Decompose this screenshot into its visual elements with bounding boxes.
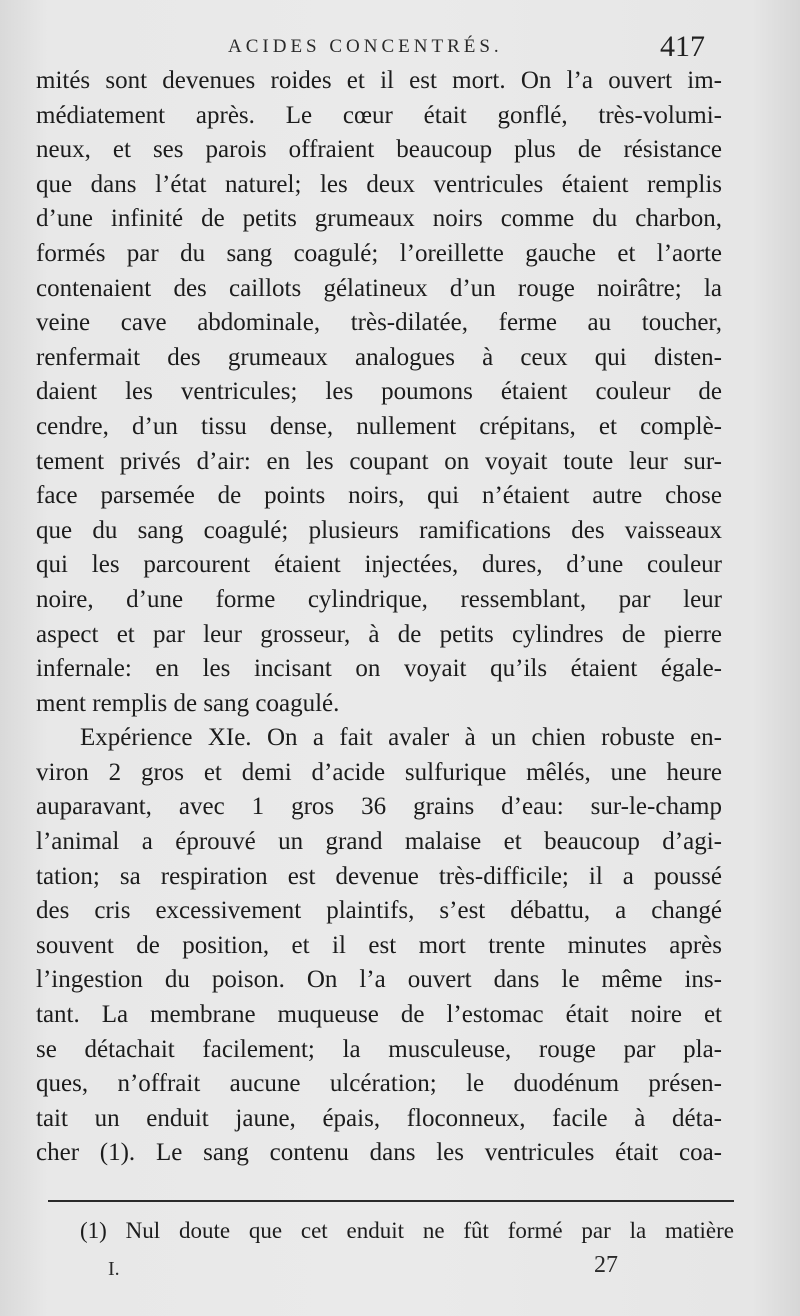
- text-line: tant. La membrane muqueuse de l’estomac était noire et: [36, 1001, 722, 1029]
- text-line: formés par du sang coagulé; l’oreillette gauche et l’aorte: [36, 239, 722, 267]
- text-line: souvent de position, et il est mort trente minutes après: [36, 931, 722, 959]
- text-line: aspect et par leur grosseur, à de petits cylindres de pierre: [36, 620, 722, 648]
- text-line: cendre, d’un tissu dense, nullement crépitans, et complè-: [36, 412, 722, 440]
- text-line: noire, d’une forme cylindrique, ressemblant, par leur: [36, 585, 722, 613]
- text-line: que du sang coagulé; plusieurs ramifications des vaisseaux: [36, 516, 722, 544]
- text-line: infernale: en les incisant on voyait qu’ils étaient égale-: [36, 655, 722, 683]
- signature-number: 27: [594, 1252, 618, 1278]
- text-line: se détachait facilement; la musculeuse, rouge par pla-: [36, 1035, 722, 1063]
- text-line: qui les parcourent étaient injectées, dures, d’une couleur: [36, 551, 722, 579]
- text-line: mités sont devenues roides et il est mort. On l’a ouvert im-: [36, 67, 722, 94]
- body-text: [36, 64, 722, 1171]
- footnote: (1) Nul doute que cet enduit ne fût formé par la matière: [80, 1218, 734, 1243]
- text-line: tation; sa respiration est devenue très-difficile; il a poussé: [36, 862, 722, 890]
- text-line: que dans l’état naturel; les deux ventricules étaient remplis: [36, 170, 722, 198]
- text-line: d’une infinité de petits grumeaux noirs comme du charbon,: [36, 205, 722, 233]
- text-line: renfermait des grumeaux analogues à ceux qui disten-: [36, 343, 722, 371]
- text-line: veine cave abdominale, très-dilatée, ferme au toucher,: [36, 309, 722, 337]
- text-line: viron 2 gros et demi d’acide sulfurique mêlés, une heure: [36, 758, 722, 786]
- text-line: cher (1). Le sang contenu dans les ventricules était coa-: [36, 1139, 722, 1167]
- text-line: face parsemée de points noirs, qui n’étaient autre chose: [36, 482, 722, 510]
- text-line: des cris excessivement plaintifs, s’est débattu, a changé: [36, 897, 722, 925]
- text-line: médiatement après. Le cœur était gonflé, très-volumi-: [36, 101, 722, 129]
- text-line: l’animal a éprouvé un grand malaise et beaucoup d’agi-: [36, 828, 722, 856]
- page-number: 417: [660, 30, 705, 63]
- paragraph-end-line: ment remplis de sang coagulé.: [36, 689, 340, 717]
- text-line: tait un enduit jaune, épais, floconneux, facile à déta-: [36, 1104, 722, 1132]
- text-line: neux, et ses parois offraient beaucoup plus de résistance: [36, 136, 722, 164]
- text-line: auparavant, avec 1 gros 36 grains d’eau: sur-le-champ: [36, 793, 722, 821]
- signature-mark: I.: [108, 1258, 120, 1280]
- text-line: tement privés d’air: en les coupant on voyait toute leur sur-: [36, 447, 722, 475]
- text-line: l’ingestion du poison. On l’a ouvert dans le même ins-: [36, 966, 722, 994]
- footnote-rule: [48, 1200, 734, 1202]
- text-line: ques, n’offrait aucune ulcération; le duodénum présen-: [36, 1070, 722, 1098]
- experiment-heading-line: Expérience XIe. On a fait avaler à un chien robuste en-: [80, 724, 722, 752]
- text-line: daient les ventricules; les poumons étaient couleur de: [36, 378, 722, 406]
- running-title: ACIDES CONCENTRÉS.: [228, 36, 503, 57]
- text-line: contenaient des caillots gélatineux d’un rouge noirâtre; la: [36, 274, 722, 302]
